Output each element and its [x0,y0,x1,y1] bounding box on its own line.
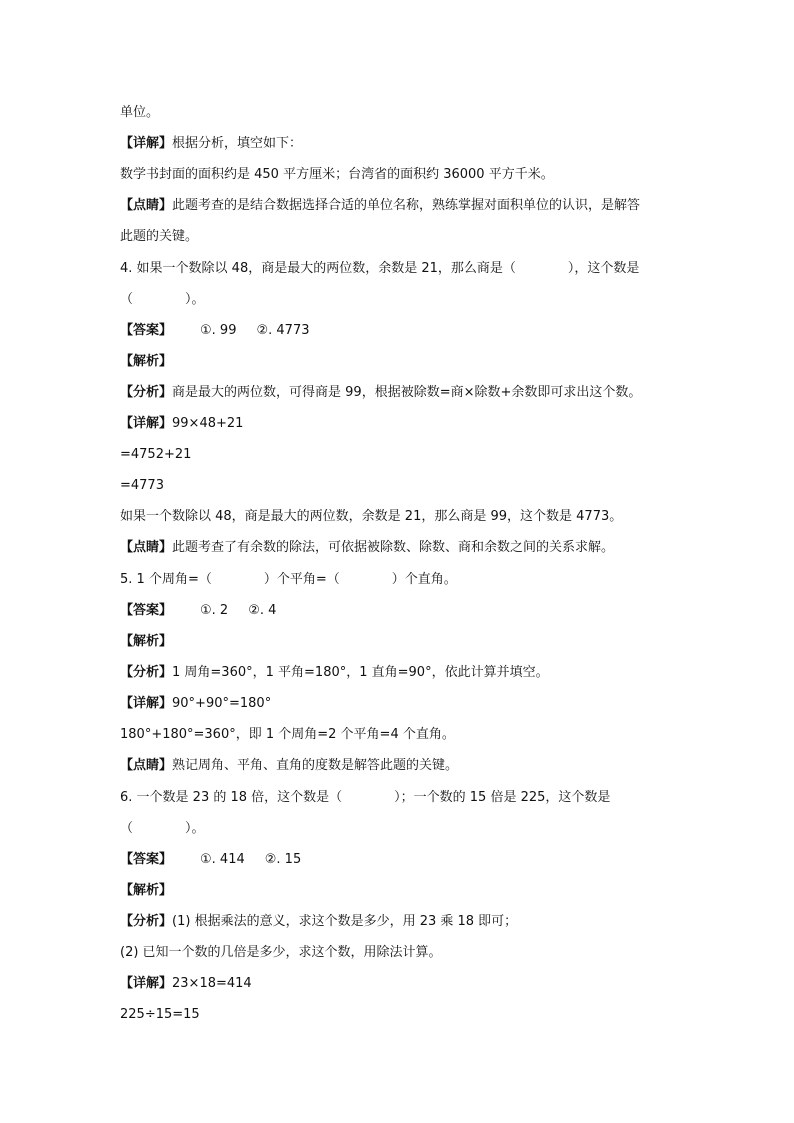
detail-tag: 【详解】 [120,416,173,431]
question-4-blank: （ ）。 [120,292,205,307]
analysis-tag: 【分析】 [120,914,173,929]
answer-1: ①. 2 [200,603,229,618]
detail-line: 【详解】根据分析，填空如下： [120,136,303,151]
detail-tag: 【详解】 [120,136,173,151]
answer-tag: 【答案】 [120,852,173,867]
analysis-tag: 【分析】 [120,665,173,680]
analysis-line: 【分析】(1) 根据乘法的意义，求这个数是多少，用 23 乘 18 即可； [120,914,518,929]
detail-tag: 【详解】 [120,696,173,711]
question-6-blank: （ ）。 [120,821,205,836]
detail-tag: 【详解】 [120,976,173,991]
answer-2: ②. 4 [248,603,277,618]
text-line: 180°+180°=360°，即 1 个周角=2 个平角=4 个直角。 [120,727,455,742]
calc-step: =4773 [120,478,164,493]
question-4: 4. 如果一个数除以 48，商是最大的两位数，余数是 21，那么商是（ ），这个数是 [120,261,640,276]
analysis-line: 【分析】1 周角=360°，1 平角=180°，1 直角=90°，依此计算并填空。 [120,665,549,680]
text-line: 单位。 [120,105,160,120]
detail-line: 【详解】99×48+21 [120,416,244,431]
answer-tag: 【答案】 [120,603,173,618]
analysis-tag: 【分析】 [120,385,173,400]
answer-line [120,851,301,869]
analysis-heading: 【解析】 [120,883,173,898]
analysis-heading: 【解析】 [120,354,173,369]
answer-line [120,602,276,620]
analysis-line: 【分析】商是最大的两位数，可得商是 99，根据被除数=商×除数+余数即可求出这个数。 [120,385,642,400]
remark-tag: 【点睛】 [120,758,173,773]
question-5: 5. 1 个周角=（ ）个平角=（ ）个直角。 [120,572,457,587]
remark-line: 【点睛】熟记周角、平角、直角的度数是解答此题的关键。 [120,758,459,773]
answer-1: ①. 414 [200,852,245,867]
text-line: 数学书封面的面积约是 450 平方厘米；台湾省的面积约 36000 平方千米。 [120,167,554,182]
answer-1: ①. 99 [200,323,237,338]
remark-tag: 【点睛】 [120,540,173,555]
calc-step: 225÷15=15 [120,1007,200,1022]
detail-line: 【详解】90°+90°=180° [120,696,272,711]
answer-2: ②. 4773 [256,323,310,338]
question-6: 6. 一个数是 23 的 18 倍，这个数是（ ）；一个数的 15 倍是 225，这个数是 [120,790,611,805]
remark-tag: 【点睛】 [120,198,173,213]
detail-line: 【详解】23×18=414 [120,976,252,991]
text-line: 此题的关键。 [120,229,199,244]
analysis-heading: 【解析】 [120,634,173,649]
calc-step: =4752+21 [120,447,192,462]
remark-line: 【点睛】此题考查的是结合数据选择合适的单位名称，熟练掌握对面积单位的认识，是解答 [120,198,641,213]
remark-line: 【点睛】此题考查了有余数的除法，可依据被除数、除数、商和余数之间的关系求解。 [120,540,615,555]
text-line: 如果一个数除以 48，商是最大的两位数，余数是 21，那么商是 99，这个数是 4773。 [120,509,623,524]
text-line: (2) 已知一个数的几倍是多少，求这个数，用除法计算。 [120,945,442,960]
answer-tag: 【答案】 [120,323,173,338]
answer-2: ②. 15 [264,852,302,867]
answer-line [120,322,310,340]
